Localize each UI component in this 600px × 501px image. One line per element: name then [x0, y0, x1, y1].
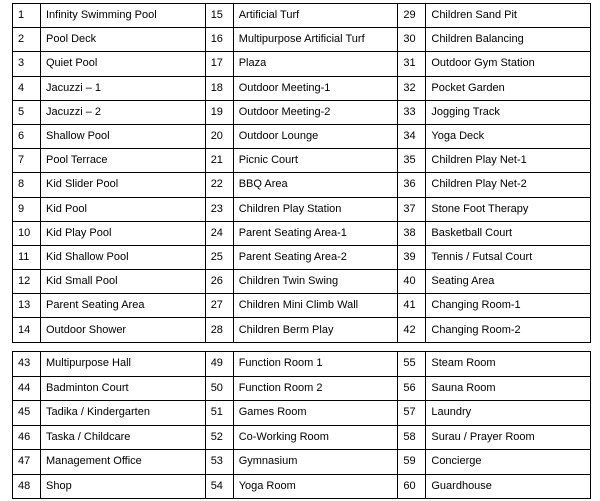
table-row — [13, 197, 591, 221]
facility-number: 6 — [13, 124, 41, 148]
facility-number: 37 — [398, 197, 426, 221]
facility-name: Gymnasium — [233, 450, 398, 475]
facility-number: 28 — [205, 318, 233, 342]
facility-number: 10 — [13, 221, 41, 245]
facility-number: 56 — [398, 376, 426, 401]
table-row — [13, 401, 591, 426]
facility-name: Quiet Pool — [41, 52, 206, 76]
facilities-table-indoor — [12, 351, 591, 499]
facility-name: Changing Room-2 — [426, 318, 591, 342]
facilities-table-body — [13, 352, 591, 499]
facility-number: 23 — [205, 197, 233, 221]
facility-number: 48 — [13, 474, 41, 499]
facility-name: Guardhouse — [426, 474, 591, 499]
facility-number: 31 — [398, 52, 426, 76]
facility-name: Jogging Track — [426, 100, 591, 124]
facility-name: Surau / Prayer Room — [426, 425, 591, 450]
table-row — [13, 173, 591, 197]
facility-name: Yoga Deck — [426, 124, 591, 148]
facility-number: 45 — [13, 401, 41, 426]
facility-name: Artificial Turf — [233, 4, 398, 28]
facility-number: 5 — [13, 100, 41, 124]
facility-name: Shallow Pool — [41, 124, 206, 148]
table-row — [13, 425, 591, 450]
facility-name: Function Room 1 — [233, 352, 398, 377]
facility-name: Children Balancing — [426, 28, 591, 52]
facility-number: 53 — [205, 450, 233, 475]
facility-number: 17 — [205, 52, 233, 76]
facility-number: 8 — [13, 173, 41, 197]
table-row — [13, 474, 591, 499]
facility-number: 9 — [13, 197, 41, 221]
facility-number: 12 — [13, 270, 41, 294]
facility-name: Co-Working Room — [233, 425, 398, 450]
facility-name: Outdoor Meeting-1 — [233, 76, 398, 100]
facility-name: Outdoor Meeting-2 — [233, 100, 398, 124]
facility-number: 46 — [13, 425, 41, 450]
facility-number: 52 — [205, 425, 233, 450]
facility-name: Kid Small Pool — [41, 270, 206, 294]
facility-number: 22 — [205, 173, 233, 197]
facility-number: 34 — [398, 124, 426, 148]
table-row — [13, 294, 591, 318]
table-row — [13, 100, 591, 124]
facility-number: 7 — [13, 149, 41, 173]
facility-number: 39 — [398, 245, 426, 269]
table-row — [13, 270, 591, 294]
facility-name: Shop — [41, 474, 206, 499]
facility-name: Plaza — [233, 52, 398, 76]
table-row — [13, 450, 591, 475]
facility-name: Laundry — [426, 401, 591, 426]
table-row — [13, 376, 591, 401]
facility-number: 27 — [205, 294, 233, 318]
facility-number: 14 — [13, 318, 41, 342]
facility-number: 29 — [398, 4, 426, 28]
facility-name: Parent Seating Area-2 — [233, 245, 398, 269]
facility-name: Management Office — [41, 450, 206, 475]
facility-number: 40 — [398, 270, 426, 294]
facility-number: 13 — [13, 294, 41, 318]
facility-number: 43 — [13, 352, 41, 377]
facility-number: 19 — [205, 100, 233, 124]
facility-name: Kid Play Pool — [41, 221, 206, 245]
table-row — [13, 124, 591, 148]
table-row — [13, 4, 591, 28]
facility-name: Multipurpose Hall — [41, 352, 206, 377]
facility-number: 30 — [398, 28, 426, 52]
facility-name: Badminton Court — [41, 376, 206, 401]
facility-number: 50 — [205, 376, 233, 401]
facility-number: 16 — [205, 28, 233, 52]
facility-number: 18 — [205, 76, 233, 100]
facility-name: Concierge — [426, 450, 591, 475]
facility-number: 33 — [398, 100, 426, 124]
facility-name: Parent Seating Area-1 — [233, 221, 398, 245]
facility-number: 58 — [398, 425, 426, 450]
facility-number: 20 — [205, 124, 233, 148]
facility-name: Sauna Room — [426, 376, 591, 401]
facility-name: Seating Area — [426, 270, 591, 294]
facility-number: 42 — [398, 318, 426, 342]
facility-number: 32 — [398, 76, 426, 100]
facility-number: 51 — [205, 401, 233, 426]
facility-name: Children Twin Swing — [233, 270, 398, 294]
facility-name: Multipurpose Artificial Turf — [233, 28, 398, 52]
facility-name: Tadika / Kindergarten — [41, 401, 206, 426]
facility-name: Outdoor Shower — [41, 318, 206, 342]
table-row — [13, 149, 591, 173]
facility-name: Children Berm Play — [233, 318, 398, 342]
facility-number: 57 — [398, 401, 426, 426]
facility-name: Pocket Garden — [426, 76, 591, 100]
facility-number: 15 — [205, 4, 233, 28]
facility-name: Jacuzzi – 2 — [41, 100, 206, 124]
facility-name: Kid Slider Pool — [41, 173, 206, 197]
facility-number: 35 — [398, 149, 426, 173]
facility-name: Kid Shallow Pool — [41, 245, 206, 269]
facility-name: Pool Terrace — [41, 149, 206, 173]
facility-number: 60 — [398, 474, 426, 499]
facility-name: Pool Deck — [41, 28, 206, 52]
facility-number: 41 — [398, 294, 426, 318]
facility-number: 55 — [398, 352, 426, 377]
facility-name: Yoga Room — [233, 474, 398, 499]
facility-name: Parent Seating Area — [41, 294, 206, 318]
facilities-table-body — [13, 4, 591, 343]
facility-name: Basketball Court — [426, 221, 591, 245]
facility-number: 44 — [13, 376, 41, 401]
table-row — [13, 352, 591, 377]
facility-number: 47 — [13, 450, 41, 475]
facility-name: Children Sand Pit — [426, 4, 591, 28]
facility-name: BBQ Area — [233, 173, 398, 197]
facility-number: 1 — [13, 4, 41, 28]
facility-name: Outdoor Lounge — [233, 124, 398, 148]
facility-name: Infinity Swimming Pool — [41, 4, 206, 28]
facility-number: 38 — [398, 221, 426, 245]
table-row — [13, 318, 591, 342]
facility-number: 11 — [13, 245, 41, 269]
facility-name: Games Room — [233, 401, 398, 426]
facility-name: Stone Foot Therapy — [426, 197, 591, 221]
facility-number: 36 — [398, 173, 426, 197]
table-row — [13, 28, 591, 52]
facility-number: 21 — [205, 149, 233, 173]
facility-number: 26 — [205, 270, 233, 294]
facility-name: Taska / Childcare — [41, 425, 206, 450]
facility-name: Tennis / Futsal Court — [426, 245, 591, 269]
facility-number: 2 — [13, 28, 41, 52]
facility-number: 54 — [205, 474, 233, 499]
table-row — [13, 52, 591, 76]
facility-number: 4 — [13, 76, 41, 100]
facility-name: Children Play Net-1 — [426, 149, 591, 173]
table-row — [13, 76, 591, 100]
facility-name: Children Mini Climb Wall — [233, 294, 398, 318]
facility-number: 49 — [205, 352, 233, 377]
facility-name: Changing Room-1 — [426, 294, 591, 318]
table-row — [13, 221, 591, 245]
facility-number: 25 — [205, 245, 233, 269]
facility-name: Children Play Net-2 — [426, 173, 591, 197]
facility-name: Function Room 2 — [233, 376, 398, 401]
facility-number: 59 — [398, 450, 426, 475]
facility-name: Children Play Station — [233, 197, 398, 221]
facilities-table-outdoor — [12, 3, 591, 343]
facility-name: Jacuzzi – 1 — [41, 76, 206, 100]
facility-name: Kid Pool — [41, 197, 206, 221]
table-row — [13, 245, 591, 269]
facility-name: Steam Room — [426, 352, 591, 377]
facility-name: Picnic Court — [233, 149, 398, 173]
facility-number: 24 — [205, 221, 233, 245]
facility-number: 3 — [13, 52, 41, 76]
facility-name: Outdoor Gym Station — [426, 52, 591, 76]
